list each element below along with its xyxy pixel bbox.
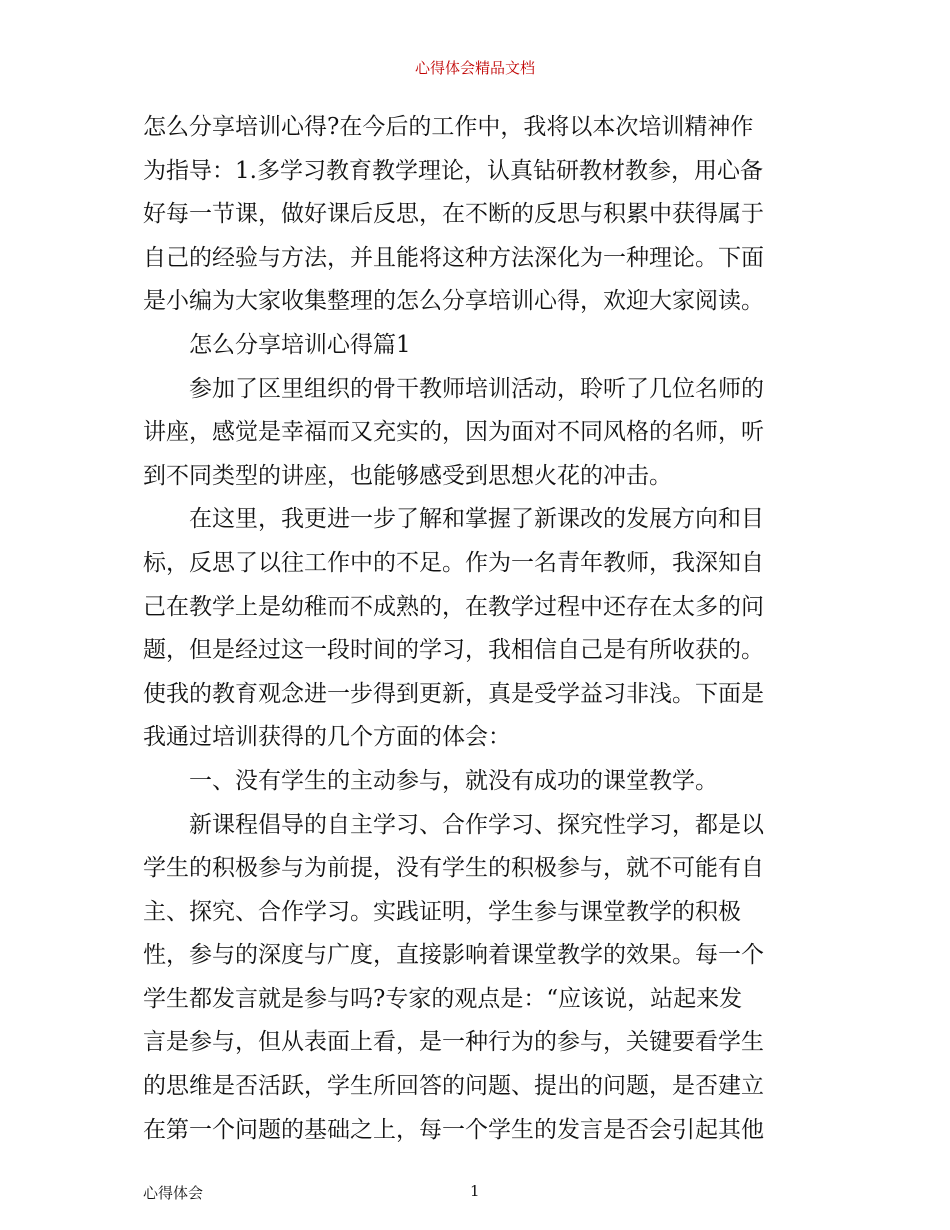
text-line: 怎么分享培训心得篇1 — [143, 331, 411, 358]
text-line: 学生都发言就是参与吗?专家的观点是：“应该说，站起来发 — [143, 985, 743, 1012]
text-line: 是小编为大家收集整理的怎么分享培训心得，欢迎大家阅读。 — [143, 288, 764, 315]
text-line: 言是参与，但从表面上看，是一种行为的参与，关键要看学生 — [143, 1029, 764, 1056]
page-number: 1 — [470, 1182, 480, 1200]
text-line: 自己的经验与方法，并且能将这种方法深化为一种理论。下面 — [143, 244, 764, 271]
text-line: 的思维是否活跃，学生所回答的问题、提出的问题，是否建立 — [143, 1073, 764, 1100]
text-line: 性，参与的深度与广度，直接影响着课堂教学的效果。每一个 — [143, 942, 764, 969]
text-line: 题，但是经过这一段时间的学习，我相信自己是有所收获的。 — [143, 637, 764, 664]
text-line: 为指导：1.多学习教育教学理论，认真钻研教材教参，用心备 — [143, 157, 763, 184]
text-line: 讲座，感觉是幸福而又充实的，因为面对不同风格的名师，听 — [143, 419, 764, 446]
page-header: 心得体会精品文档 — [414, 59, 535, 77]
footer-label: 心得体会 — [143, 1184, 204, 1202]
text-line: 在这里，我更进一步了解和掌握了新课改的发展方向和目 — [143, 506, 764, 533]
text-line: 参加了区里组织的骨干教师培训活动，聆听了几位名师的 — [143, 375, 764, 402]
text-line: 我通过培训获得的几个方面的体会： — [143, 724, 511, 751]
text-line: 新课程倡导的自主学习、合作学习、探究性学习，都是以 — [143, 811, 764, 838]
text-line: 一、没有学生的主动参与，就没有成功的课堂教学。 — [143, 767, 718, 794]
text-line: 己在教学上是幼稚而不成熟的，在教学过程中还存在太多的问 — [143, 593, 764, 620]
text-line: 在第一个问题的基础之上，每一个学生的发言是否会引起其他 — [143, 1116, 764, 1143]
text-line: 主、探究、合作学习。实践证明，学生参与课堂教学的积极 — [143, 898, 741, 925]
document-body — [143, 106, 813, 1152]
text-line: 好每一节课，做好课后反思，在不断的反思与积累中获得属于 — [143, 201, 764, 228]
text-line: 到不同类型的讲座，也能够感受到思想火花的冲击。 — [143, 462, 672, 489]
text-line: 学生的积极参与为前提，没有学生的积极参与，就不可能有自 — [143, 855, 764, 882]
text-line: 标，反思了以往工作中的不足。作为一名青年教师，我深知自 — [143, 549, 764, 576]
text-line: 使我的教育观念进一步得到更新，真是受学益习非浅。下面是 — [143, 680, 764, 707]
text-line: 怎么分享培训心得?在今后的工作中，我将以本次培训精神作 — [143, 114, 754, 140]
